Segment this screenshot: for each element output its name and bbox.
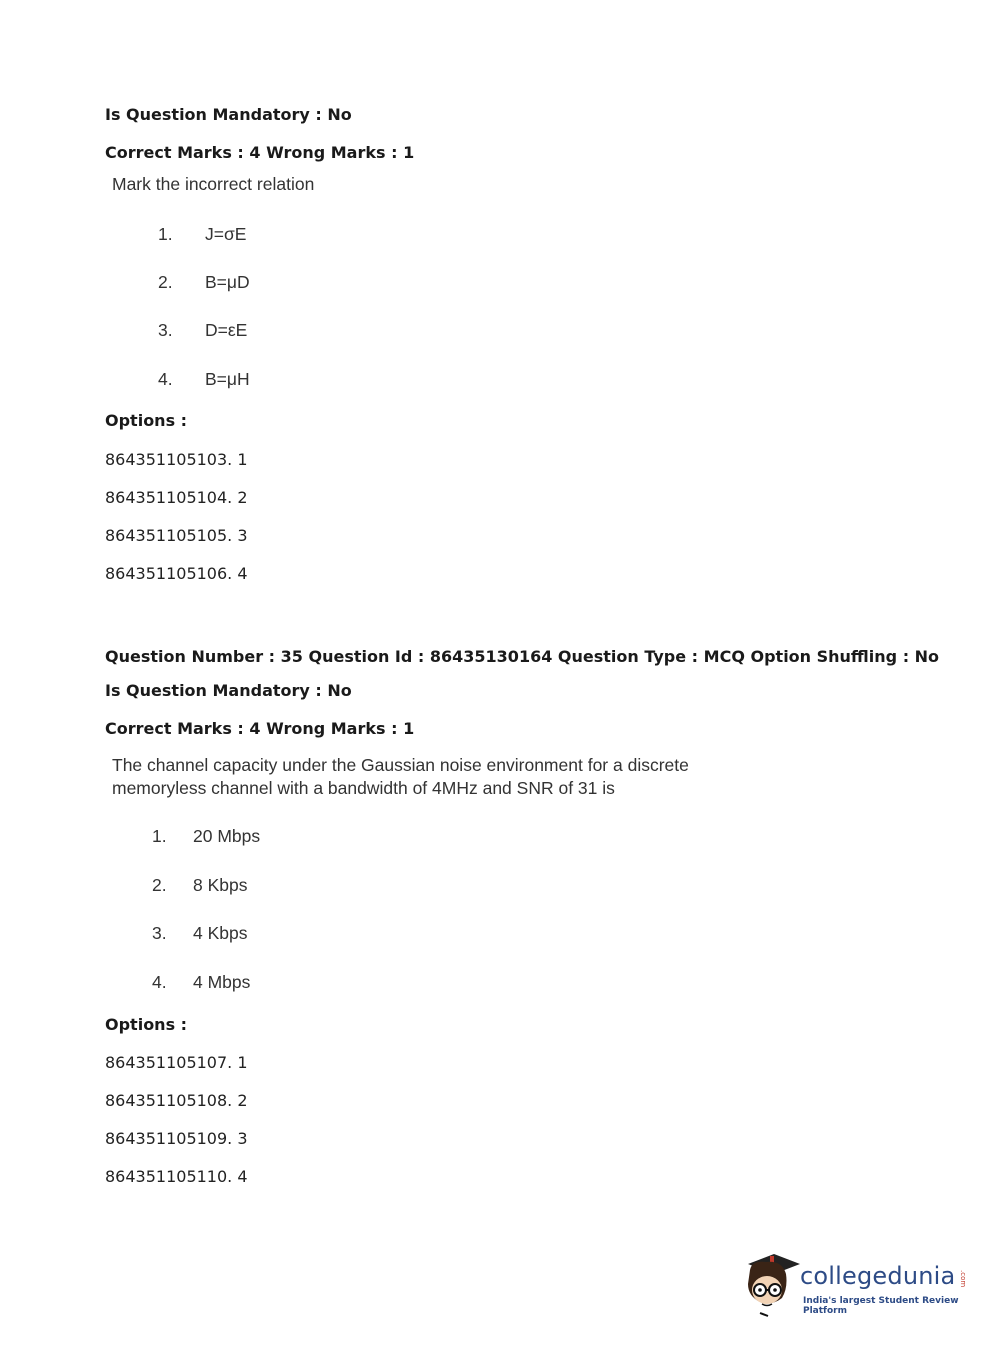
q34-choice-2-number: 2. [158,272,173,292]
q34-options-header: Options : [105,411,188,430]
q35-option-3: 864351105109. 3 [105,1129,248,1148]
q35-option-4: 864351105110. 4 [105,1167,248,1186]
q34-question-text: Mark the incorrect relation [112,174,315,194]
q34-option-2: 864351105104. 2 [105,488,248,507]
q35-header: Question Number : 35 Question Id : 86435130164 Question Type : MCQ Option Shuffling : No [105,647,940,666]
q34-choice-3-number: 3. [158,320,173,340]
q34-choice-4-number: 4. [158,369,173,389]
q35-question-text-line1: The channel capacity under the Gaussian noise environment for a discrete [112,755,689,775]
brand-domain: .com [959,1270,967,1288]
q35-option-2: 864351105108. 2 [105,1091,248,1110]
q35-choice-4: 4 Mbps [193,972,251,992]
q35-choice-3-number: 3. [152,923,167,943]
q34-mandatory: Is Question Mandatory : No [105,105,352,124]
q35-option-1: 864351105107. 1 [105,1053,248,1072]
q35-marks: Correct Marks : 4 Wrong Marks : 1 [105,719,415,738]
q34-option-4: 864351105106. 4 [105,564,248,583]
q35-choice-1: 20 Mbps [193,826,261,846]
q35-mandatory: Is Question Mandatory : No [105,681,352,700]
q34-choice-4: B=μH [205,369,250,389]
q35-choice-1-number: 1. [152,826,167,846]
q34-choice-1-number: 1. [158,224,173,244]
collegedunia-logo [742,1250,972,1320]
mascot-icon [742,1250,802,1320]
q35-choice-2-number: 2. [152,875,167,895]
brand-tagline: India's largest Student Review Platform [803,1296,959,1316]
q35-choice-4-number: 4. [152,972,167,992]
q34-marks: Correct Marks : 4 Wrong Marks : 1 [105,143,415,162]
brand-name: collegedunia [800,1262,956,1290]
q34-option-1: 864351105103. 1 [105,450,248,469]
q34-choice-1: J=σE [205,224,247,244]
q35-choice-2: 8 Kbps [193,875,248,895]
q35-question-text-line2: memoryless channel with a bandwidth of 4MHz and SNR of 31 is [112,778,615,798]
q34-choice-3: D=εE [205,320,248,340]
q34-choice-2: B=μD [205,272,250,292]
q35-options-header: Options : [105,1015,188,1034]
q34-option-3: 864351105105. 3 [105,526,248,545]
q35-choice-3: 4 Kbps [193,923,248,943]
